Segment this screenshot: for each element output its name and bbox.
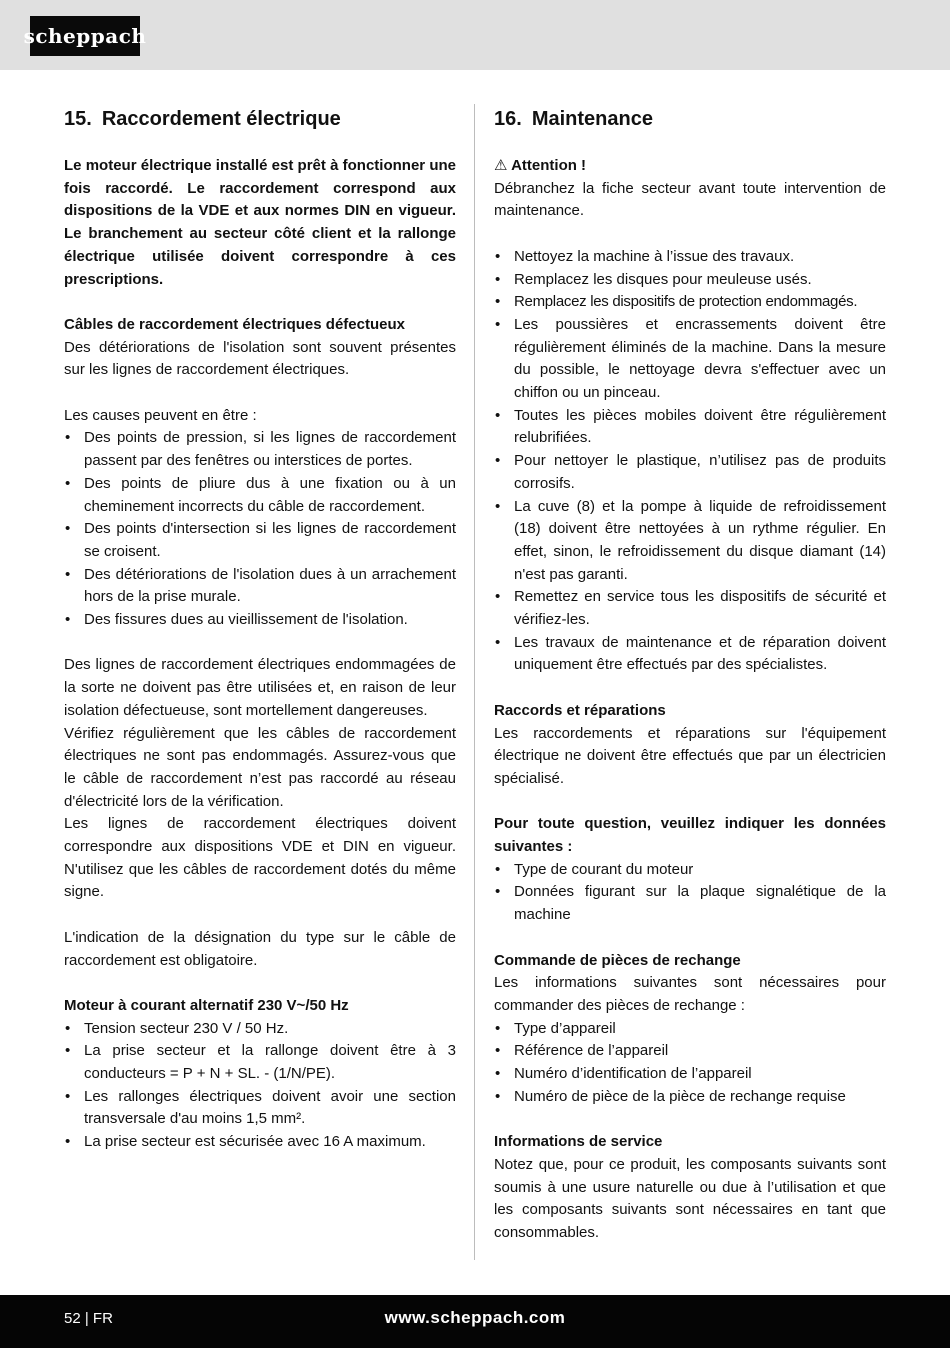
cables-paragraph: Des détériorations de l'isolation sont souvent présentes sur les lignes de raccordement électriques. — [64, 338, 456, 379]
list-item: • Des points de pression, si les lignes de raccordement passent par des fenêtres ou interstices de portes. — [64, 427, 456, 472]
conform-paragraph: Les lignes de raccordement électriques doivent correspondre aux dispositions VDE et DIN en vigueur. N'utilisez que les câbles de raccordement dotés du même signe. — [64, 815, 456, 901]
list-item: • Les rallonges électriques doivent avoir une section transversale d'au moins 1,5 mm². — [64, 1086, 456, 1131]
parts-heading: Commande de pièces de rechange — [494, 951, 741, 969]
list-item: • Remplacez les disques pour meuleuse usés. — [494, 269, 886, 292]
page-number: 52 | FR — [64, 1310, 113, 1327]
attention-heading — [494, 155, 886, 178]
list-item: • Type de courant du moteur — [494, 859, 886, 882]
attention-label: Attention ! — [511, 157, 587, 174]
left-column — [64, 104, 456, 1154]
questions-heading: Pour toute question, veuillez indiquer les données suivantes : — [494, 815, 886, 856]
designation-paragraph: L'indication de la désignation du type sur le câble de raccordement est obligatoire. — [64, 928, 456, 969]
list-item: • Numéro de pièce de la pièce de rechange requise — [494, 1086, 886, 1109]
repairs-paragraph: Les raccordements et réparations sur l'équipement électrique ne doivent être effectués que par un électricien spécialisé. — [494, 724, 886, 787]
list-item: • Toutes les pièces mobiles doivent être régulièrement relubrifiées. — [494, 405, 886, 450]
cables-heading: Câbles de raccordement électriques défectueux — [64, 315, 405, 333]
maintenance-list — [494, 246, 886, 677]
questions-list — [494, 859, 886, 927]
list-item: • Tension secteur 230 V / 50 Hz. — [64, 1018, 456, 1041]
list-item: • Nettoyez la machine à l’issue des travaux. — [494, 246, 886, 269]
motor-list — [64, 1018, 456, 1154]
list-item: • Les poussières et encrassements doivent être régulièrement éliminés de la machine. Dans la mesure du possible, le nettoyage devra s'effectuer avec un chiffon ou un pinceau. — [494, 314, 886, 405]
section-15-heading — [64, 104, 456, 134]
list-item: • Des points d'intersection si les lignes de raccordement se croisent. — [64, 518, 456, 563]
check-paragraph: Vérifiez régulièrement que les câbles de raccordement électriques ne sont pas endommagés. Assurez-vous que le câble de raccordement n’est pas raccordé au réseau d'électricité lors de la vérification. — [64, 724, 456, 810]
service-heading: Informations de service — [494, 1133, 663, 1151]
list-item: • Données figurant sur la plaque signalétique de la machine — [494, 881, 886, 926]
causes-intro: Les causes peuvent en être : — [64, 406, 257, 424]
scheppach-logo: scheppach — [30, 16, 140, 56]
list-item: • Les travaux de maintenance et de réparation doivent uniquement être effectués par des spécialistes. — [494, 632, 886, 677]
repairs-heading: Raccords et réparations — [494, 701, 666, 719]
right-column — [494, 104, 886, 1245]
header-band — [0, 0, 950, 70]
list-item: • La cuve (8) et la pompe à liquide de refroidissement (18) doivent être nettoyées à un rythme régulier. En effet, sinon, le refroidissement du disque diamant (14) n'est pas garanti. — [494, 496, 886, 587]
section-title: Maintenance — [531, 108, 653, 130]
intro-paragraph: Le moteur électrique installé est prêt à fonctionner une fois raccordé. Le raccordement correspond aux dispositions de la VDE et aux normes DIN en vigueur. Le branchement au secteur côté client et la rallonge électrique utilisée doivent correspondre à ces prescriptions. — [64, 157, 456, 288]
damaged-paragraph: Des lignes de raccordement électriques endommagées de la sorte ne doivent pas être utilisées et, en raison de leur isolation défectueuse, sont mortellement dangereuses. — [64, 656, 456, 719]
service-paragraph: Notez que, pour ce produit, les composants suivants sont soumis à une usure naturelle ou due à l’utilisation et que les composants suivants sont nécessaires en tant que consommables. — [494, 1155, 886, 1241]
footer-bar — [0, 1295, 950, 1348]
column-divider — [474, 104, 475, 1260]
list-item: • Des points de pliure dus à une fixation ou à un cheminement incorrects du câble de raccordement. — [64, 473, 456, 518]
list-item: • La prise secteur et la rallonge doivent être à 3 conducteurs = P + N + SL. - (1/N/PE). — [64, 1040, 456, 1085]
list-item: • Des fissures dues au vieillissement de l'isolation. — [64, 609, 456, 632]
section-title: Raccordement électrique — [101, 108, 341, 130]
section-16-heading — [494, 104, 886, 134]
parts-paragraph: Les informations suivantes sont nécessaires pour commander des pièces de rechange : — [494, 974, 886, 1014]
list-item: • Référence de l’appareil — [494, 1040, 886, 1063]
list-item: • Numéro d’identification de l’appareil — [494, 1063, 886, 1086]
list-item: • La prise secteur est sécurisée avec 16 A maximum. — [64, 1131, 456, 1154]
website-link[interactable]: www.scheppach.com — [384, 1308, 566, 1327]
section-number: 16. — [494, 108, 522, 130]
warning-icon: ⚠ — [494, 157, 508, 174]
list-item: • Remplacez les dispositifs de protection endommagés. — [494, 291, 886, 314]
attention-paragraph: Débranchez la fiche secteur avant toute intervention de maintenance. — [494, 179, 886, 220]
list-item: • Remettez en service tous les dispositifs de sécurité et vérifiez-les. — [494, 586, 886, 631]
list-item: • Des détériorations de l'isolation dues à un arrachement hors de la prise murale. — [64, 564, 456, 609]
list-item: • Pour nettoyer le plastique, n’utilisez pas de produits corrosifs. — [494, 450, 886, 495]
section-number: 15. — [64, 108, 92, 130]
causes-list — [64, 427, 456, 631]
motor-heading: Moteur à courant alternatif 230 V~/50 Hz — [64, 996, 349, 1014]
parts-list — [494, 1018, 886, 1109]
list-item: • Type d’appareil — [494, 1018, 886, 1041]
